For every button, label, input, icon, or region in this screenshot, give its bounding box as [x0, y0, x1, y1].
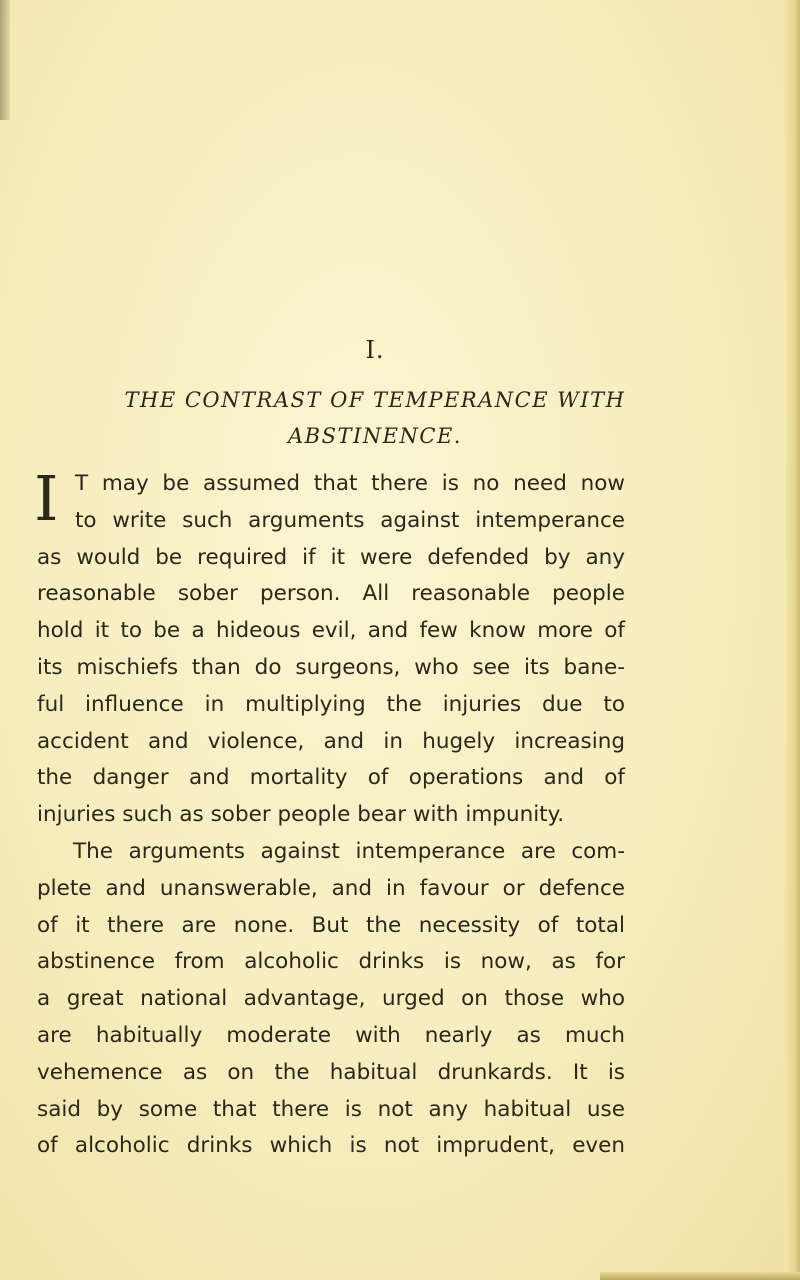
- chapter-title: [30, 382, 720, 454]
- chapter-number: I.: [365, 336, 385, 364]
- text-line: reasonable sober person. All reasonable people: [37, 581, 625, 607]
- text-line: are habitually moderate with nearly as much: [37, 1022, 625, 1048]
- chapter-title-line-1: THE CONTRAST OF TEMPERANCE WITH: [124, 388, 626, 412]
- text-line: The arguments against intemperance are com-: [73, 838, 625, 864]
- page-bottom-edge: [600, 1272, 800, 1280]
- drop-cap: I: [34, 462, 59, 535]
- text-line: ful influence in multiplying the injuries due to: [37, 691, 625, 717]
- page-left-shadow: [0, 0, 10, 120]
- text-line: a great national advantage, urged on those who: [37, 986, 625, 1012]
- text-line: the danger and mortality of operations and of: [37, 765, 625, 791]
- text-line: T may be assumed that there is no need now: [75, 471, 625, 496]
- page-right-edge: [786, 0, 800, 1280]
- text-line: injuries such as sober people bear with impunity.: [37, 802, 565, 828]
- text-line: of it there are none. But the necessity of total: [37, 912, 625, 938]
- chapter-title-line-2: ABSTINENCE.: [288, 424, 462, 448]
- text-line: vehemence as on the habitual drunkards. It is: [37, 1059, 625, 1085]
- text-line: said by some that there is not any habitual use: [37, 1096, 625, 1122]
- text-line: plete and unanswerable, and in favour or defence: [37, 875, 625, 901]
- text-line: to write such arguments against intemperance: [75, 507, 625, 533]
- text-line: as would be required if it were defended by any: [37, 544, 625, 570]
- text-line: hold it to be a hideous evil, and few know more of: [37, 618, 625, 644]
- text-line: its mischiefs than do surgeons, who see its bane-: [37, 654, 625, 680]
- text-line: abstinence from alcoholic drinks is now, as for: [37, 949, 625, 975]
- text-line: of alcoholic drinks which is not imprudent, even: [37, 1133, 625, 1159]
- body-text: [34, 462, 625, 1165]
- text-line: accident and violence, and in hugely increasing: [37, 728, 625, 754]
